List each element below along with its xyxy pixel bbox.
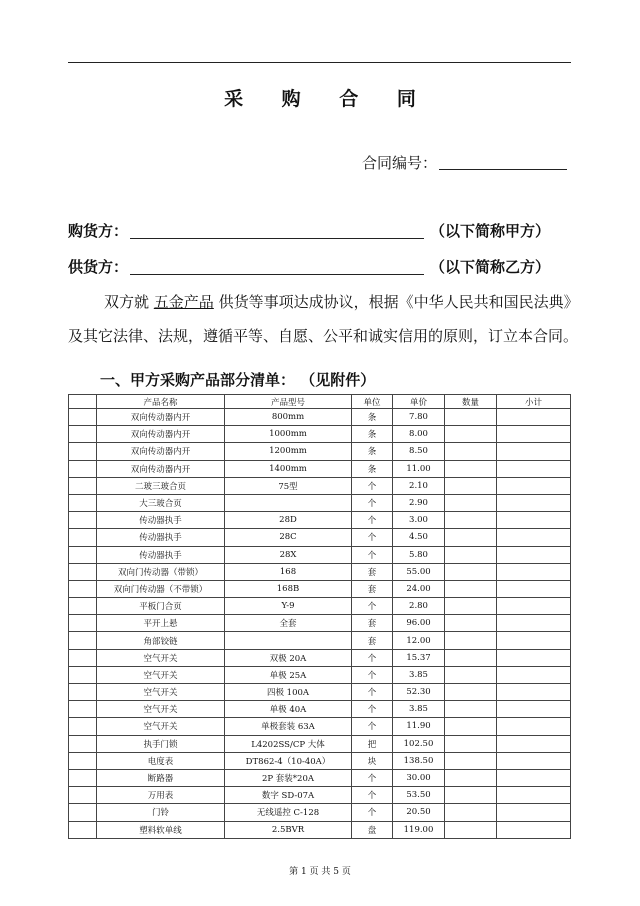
product-subtotal[interactable] xyxy=(497,769,571,786)
table-header-row xyxy=(69,395,571,409)
row-index xyxy=(69,443,97,460)
col-header-unit: 单位 xyxy=(352,395,393,409)
product-price: 3.85 xyxy=(393,666,445,683)
product-model: 28C xyxy=(225,529,352,546)
product-subtotal[interactable] xyxy=(497,460,571,477)
product-price: 12.00 xyxy=(393,632,445,649)
product-subtotal[interactable] xyxy=(497,804,571,821)
product-name: 二玻三玻合页 xyxy=(97,477,225,494)
product-price: 52.30 xyxy=(393,684,445,701)
product-model: 无线遥控 C-128 xyxy=(225,804,352,821)
product-qty[interactable] xyxy=(445,460,497,477)
product-model: 四极 100A xyxy=(225,684,352,701)
product-subtotal[interactable] xyxy=(497,666,571,683)
row-index xyxy=(69,529,97,546)
table-row xyxy=(69,821,571,838)
product-price: 53.50 xyxy=(393,787,445,804)
product-subtotal[interactable] xyxy=(497,598,571,615)
table-row xyxy=(69,460,571,477)
product-unit: 个 xyxy=(352,787,393,804)
page-title: 采 购 合 同 xyxy=(224,88,432,110)
product-unit: 个 xyxy=(352,598,393,615)
table-body xyxy=(69,409,571,839)
row-index xyxy=(69,409,97,426)
product-qty[interactable] xyxy=(445,409,497,426)
section-1-title: 一、甲方采购产品部分清单： （见附件） xyxy=(100,371,376,389)
product-qty[interactable] xyxy=(445,494,497,511)
page-footer: 第 1 页 共 5 页 xyxy=(289,867,351,877)
product-subtotal[interactable] xyxy=(497,752,571,769)
product-price: 3.00 xyxy=(393,512,445,529)
product-unit: 个 xyxy=(352,649,393,666)
product-unit: 块 xyxy=(352,752,393,769)
table-row xyxy=(69,494,571,511)
product-table xyxy=(68,394,571,839)
product-qty[interactable] xyxy=(445,804,497,821)
table-row xyxy=(69,666,571,683)
product-subtotal[interactable] xyxy=(497,701,571,718)
intro-product: 五金产品 xyxy=(153,293,214,311)
table-row xyxy=(69,409,571,426)
product-model: 1400mm xyxy=(225,460,352,477)
table-row xyxy=(69,804,571,821)
product-model: 单极套装 63A xyxy=(225,718,352,735)
product-subtotal[interactable] xyxy=(497,821,571,838)
product-price: 30.00 xyxy=(393,769,445,786)
intro-paragraph xyxy=(68,285,578,353)
product-model: 单极 25A xyxy=(225,666,352,683)
product-unit: 条 xyxy=(352,443,393,460)
row-index xyxy=(69,804,97,821)
table-row xyxy=(69,701,571,718)
product-model xyxy=(225,632,352,649)
row-index xyxy=(69,752,97,769)
product-name: 传动器执手 xyxy=(97,529,225,546)
product-name: 双向传动器内开 xyxy=(97,460,225,477)
product-subtotal[interactable] xyxy=(497,443,571,460)
product-price: 138.50 xyxy=(393,752,445,769)
row-index xyxy=(69,632,97,649)
product-price: 24.00 xyxy=(393,580,445,597)
product-unit: 个 xyxy=(352,804,393,821)
product-name: 执手门锁 xyxy=(97,735,225,752)
product-model: 1000mm xyxy=(225,426,352,443)
col-header-subtotal: 小计 xyxy=(497,395,571,409)
buyer-suffix: （以下简称甲方） xyxy=(430,222,551,240)
product-model: 28D xyxy=(225,512,352,529)
seller-line xyxy=(68,256,550,277)
product-model: 1200mm xyxy=(225,443,352,460)
product-price: 2.80 xyxy=(393,598,445,615)
product-model: 数字 SD-07A xyxy=(225,787,352,804)
table-row xyxy=(69,649,571,666)
product-name: 门铃 xyxy=(97,804,225,821)
product-qty[interactable] xyxy=(445,443,497,460)
product-qty[interactable] xyxy=(445,666,497,683)
product-unit: 套 xyxy=(352,615,393,632)
product-model: 28X xyxy=(225,546,352,563)
table-row xyxy=(69,443,571,460)
product-unit: 个 xyxy=(352,666,393,683)
product-unit: 个 xyxy=(352,477,393,494)
product-unit: 个 xyxy=(352,546,393,563)
product-price: 11.90 xyxy=(393,718,445,735)
table-row xyxy=(69,787,571,804)
product-name: 空气开关 xyxy=(97,684,225,701)
table-row xyxy=(69,580,571,597)
product-name: 空气开关 xyxy=(97,718,225,735)
product-model: 75型 xyxy=(225,477,352,494)
product-price: 4.50 xyxy=(393,529,445,546)
table-row xyxy=(69,477,571,494)
product-name: 传动器执手 xyxy=(97,546,225,563)
product-name: 平板门合页 xyxy=(97,598,225,615)
seller-label: 供货方： xyxy=(68,258,129,276)
intro-part1: 双方就 xyxy=(104,293,150,311)
product-subtotal[interactable] xyxy=(497,735,571,752)
product-qty[interactable] xyxy=(445,546,497,563)
col-header-name: 产品名称 xyxy=(97,395,225,409)
row-index xyxy=(69,615,97,632)
row-index xyxy=(69,701,97,718)
product-subtotal[interactable] xyxy=(497,563,571,580)
table-row xyxy=(69,752,571,769)
product-subtotal[interactable] xyxy=(497,787,571,804)
product-qty[interactable] xyxy=(445,632,497,649)
product-subtotal[interactable] xyxy=(497,649,571,666)
table-row xyxy=(69,426,571,443)
row-index xyxy=(69,563,97,580)
product-name: 平开上悬 xyxy=(97,615,225,632)
product-price: 8.50 xyxy=(393,443,445,460)
product-unit: 个 xyxy=(352,718,393,735)
product-subtotal[interactable] xyxy=(497,632,571,649)
product-name: 空气开关 xyxy=(97,649,225,666)
product-qty[interactable] xyxy=(445,580,497,597)
table-row xyxy=(69,684,571,701)
row-index xyxy=(69,769,97,786)
table-row xyxy=(69,598,571,615)
product-model: 2P 套装*20A xyxy=(225,769,352,786)
product-qty[interactable] xyxy=(445,477,497,494)
row-index xyxy=(69,477,97,494)
product-price: 55.00 xyxy=(393,563,445,580)
product-qty[interactable] xyxy=(445,512,497,529)
product-unit: 个 xyxy=(352,769,393,786)
product-name: 双向传动器内开 xyxy=(97,426,225,443)
product-subtotal[interactable] xyxy=(497,546,571,563)
product-unit: 套 xyxy=(352,580,393,597)
product-price: 11.00 xyxy=(393,460,445,477)
buyer-label: 购货方： xyxy=(68,222,129,240)
product-name: 大三玻合页 xyxy=(97,494,225,511)
product-qty[interactable] xyxy=(445,598,497,615)
product-subtotal[interactable] xyxy=(497,615,571,632)
product-qty[interactable] xyxy=(445,769,497,786)
product-unit: 套 xyxy=(352,563,393,580)
product-name: 双向传动器内开 xyxy=(97,409,225,426)
product-model: 双极 20A xyxy=(225,649,352,666)
product-model: 全套 xyxy=(225,615,352,632)
table-row xyxy=(69,615,571,632)
row-index xyxy=(69,735,97,752)
product-qty[interactable] xyxy=(445,735,497,752)
product-model: 2.5BVR xyxy=(225,821,352,838)
product-subtotal[interactable] xyxy=(497,477,571,494)
product-name: 双向传动器内开 xyxy=(97,443,225,460)
row-index xyxy=(69,494,97,511)
product-unit: 盘 xyxy=(352,821,393,838)
contract-number xyxy=(362,152,567,173)
row-index xyxy=(69,598,97,615)
product-price: 102.50 xyxy=(393,735,445,752)
product-qty[interactable] xyxy=(445,615,497,632)
product-model: 单极 40A xyxy=(225,701,352,718)
table-row xyxy=(69,718,571,735)
product-model: 800mm xyxy=(225,409,352,426)
header-rule xyxy=(68,62,571,63)
table-row xyxy=(69,632,571,649)
product-qty[interactable] xyxy=(445,684,497,701)
product-price: 119.00 xyxy=(393,821,445,838)
table-row xyxy=(69,546,571,563)
product-qty[interactable] xyxy=(445,752,497,769)
product-unit: 个 xyxy=(352,684,393,701)
row-index xyxy=(69,460,97,477)
row-index xyxy=(69,426,97,443)
row-index xyxy=(69,787,97,804)
row-index xyxy=(69,718,97,735)
product-model: DT862-4（10-40A） xyxy=(225,752,352,769)
product-price: 7.80 xyxy=(393,409,445,426)
product-price: 20.50 xyxy=(393,804,445,821)
product-qty[interactable] xyxy=(445,787,497,804)
seller-suffix: （以下简称乙方） xyxy=(430,258,551,276)
table-row xyxy=(69,563,571,580)
product-model: 168 xyxy=(225,563,352,580)
product-qty[interactable] xyxy=(445,701,497,718)
row-index xyxy=(69,821,97,838)
product-qty[interactable] xyxy=(445,821,497,838)
product-price: 3.85 xyxy=(393,701,445,718)
row-index xyxy=(69,546,97,563)
table-row xyxy=(69,735,571,752)
product-subtotal[interactable] xyxy=(497,529,571,546)
product-model: 168B xyxy=(225,580,352,597)
product-subtotal[interactable] xyxy=(497,718,571,735)
product-unit: 个 xyxy=(352,529,393,546)
product-model: L4202SS/CP 大体 xyxy=(225,735,352,752)
col-header-qty: 数量 xyxy=(445,395,497,409)
product-unit: 个 xyxy=(352,494,393,511)
buyer-line xyxy=(68,220,550,241)
product-qty[interactable] xyxy=(445,426,497,443)
product-subtotal[interactable] xyxy=(497,580,571,597)
product-name: 双向门传动器（带锁） xyxy=(97,563,225,580)
product-subtotal[interactable] xyxy=(497,426,571,443)
product-qty[interactable] xyxy=(445,649,497,666)
product-name: 传动器执手 xyxy=(97,512,225,529)
product-unit: 个 xyxy=(352,701,393,718)
row-index xyxy=(69,666,97,683)
product-name: 空气开关 xyxy=(97,666,225,683)
product-unit: 套 xyxy=(352,632,393,649)
product-unit: 个 xyxy=(352,512,393,529)
col-header-model: 产品型号 xyxy=(225,395,352,409)
table-row xyxy=(69,769,571,786)
product-price: 2.90 xyxy=(393,494,445,511)
product-qty[interactable] xyxy=(445,563,497,580)
table-row xyxy=(69,529,571,546)
col-header-price: 单价 xyxy=(393,395,445,409)
row-index xyxy=(69,512,97,529)
product-unit: 条 xyxy=(352,426,393,443)
buyer-blank xyxy=(130,224,424,239)
row-index xyxy=(69,580,97,597)
product-qty[interactable] xyxy=(445,718,497,735)
table-row xyxy=(69,512,571,529)
product-name: 角部铰链 xyxy=(97,632,225,649)
contract-number-label: 合同编号： xyxy=(362,154,438,172)
product-subtotal[interactable] xyxy=(497,494,571,511)
row-index xyxy=(69,684,97,701)
product-unit: 把 xyxy=(352,735,393,752)
product-unit: 条 xyxy=(352,409,393,426)
product-subtotal[interactable] xyxy=(497,512,571,529)
product-unit: 条 xyxy=(352,460,393,477)
product-model: Y-9 xyxy=(225,598,352,615)
product-subtotal[interactable] xyxy=(497,684,571,701)
intro-part2: 供货等事项达成协议，根据《中华人民共和国民法典》及其它法律、法规，遵循平等、自愿、公平和诚实信用的原则，订立本合同。 xyxy=(68,293,579,345)
col-header-index xyxy=(69,395,97,409)
seller-blank xyxy=(130,260,424,275)
product-name: 万用表 xyxy=(97,787,225,804)
product-name: 断路器 xyxy=(97,769,225,786)
product-price: 5.80 xyxy=(393,546,445,563)
product-model xyxy=(225,494,352,511)
product-name: 塑料软单线 xyxy=(97,821,225,838)
product-qty[interactable] xyxy=(445,529,497,546)
product-price: 2.10 xyxy=(393,477,445,494)
product-price: 8.00 xyxy=(393,426,445,443)
product-price: 96.00 xyxy=(393,615,445,632)
product-price: 15.37 xyxy=(393,649,445,666)
product-name: 电度表 xyxy=(97,752,225,769)
row-index xyxy=(69,649,97,666)
product-subtotal[interactable] xyxy=(497,409,571,426)
product-name: 双向门传动器（不带锁） xyxy=(97,580,225,597)
contract-number-blank xyxy=(439,155,567,170)
product-name: 空气开关 xyxy=(97,701,225,718)
